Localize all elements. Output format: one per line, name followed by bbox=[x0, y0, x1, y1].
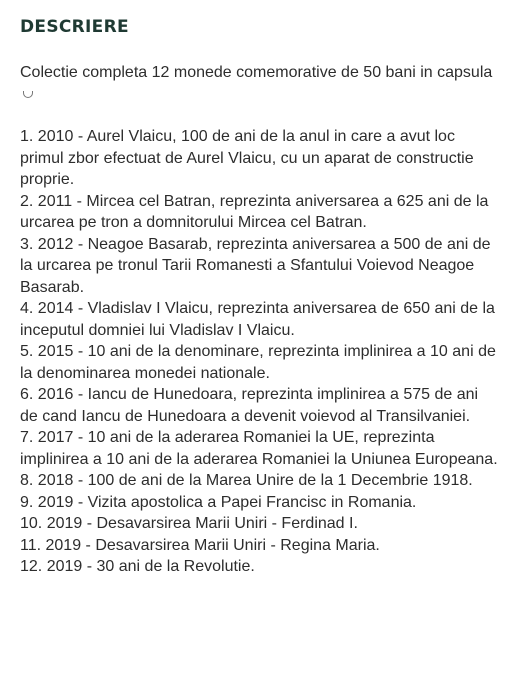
intro-text: Colectie completa 12 monede comemorative de 50 bani in capsula bbox=[20, 64, 493, 81]
list-item: 8. 2018 - 100 de ani de la Marea Unire de la 1 Decembrie 1918. bbox=[20, 472, 473, 489]
description-intro bbox=[20, 62, 500, 105]
description-heading: DESCRIERE bbox=[20, 17, 129, 37]
list-item: 12. 2019 - 30 ani de la Revolutie. bbox=[20, 558, 255, 575]
list-item: 10. 2019 - Desavarsirea Marii Uniri - Ferdinad I. bbox=[20, 515, 358, 532]
list-item: 5. 2015 - 10 ani de la denominare, reprezinta implinirea a 10 ani de la denominarea monedei nationale. bbox=[20, 343, 496, 382]
list-item: 2. 2011 - Mircea cel Batran, reprezinta aniversarea a 625 ani de la urcarea pe tron a domnitorului Mircea cel Batran. bbox=[20, 192, 489, 231]
list-item: 9. 2019 - Vizita apostolica a Papei Francisc in Romania. bbox=[20, 493, 417, 511]
coin-list bbox=[20, 126, 500, 578]
list-item: 6. 2016 - Iancu de Hunedoara, reprezinta implinirea a 575 de ani de cand Iancu de Hunedoara a devenit voievod al Transilvaniei. bbox=[20, 386, 479, 425]
description-section bbox=[20, 14, 500, 578]
list-item: 4. 2014 - Vladislav I Vlaicu, reprezinta aniversarea de 650 ani de la inceputul domniei lui Vladislav I Vlaicu. bbox=[20, 300, 495, 339]
list-item: 11. 2019 - Desavarsirea Marii Uniri - Regina Maria. bbox=[20, 536, 380, 554]
smile-emoji-icon bbox=[23, 91, 33, 98]
list-item: 7. 2017 - 10 ani de la aderarea Romaniei la UE, reprezinta implinirea a 10 ani de la aderarea Romaniei la Uniunea Europeana. bbox=[20, 429, 498, 468]
list-item: 3. 2012 - Neagoe Basarab, reprezinta aniversarea a 500 de ani de la urcarea pe tronul Tarii Romanesti a Sfantului Voievod Neagoe Basarab. bbox=[20, 235, 491, 296]
list-item: 1. 2010 - Aurel Vlaicu, 100 de ani de la anul in care a avut loc primul zbor efectuat de Aurel Vlaicu, cu un aparat de constructie proprie. bbox=[20, 128, 474, 188]
